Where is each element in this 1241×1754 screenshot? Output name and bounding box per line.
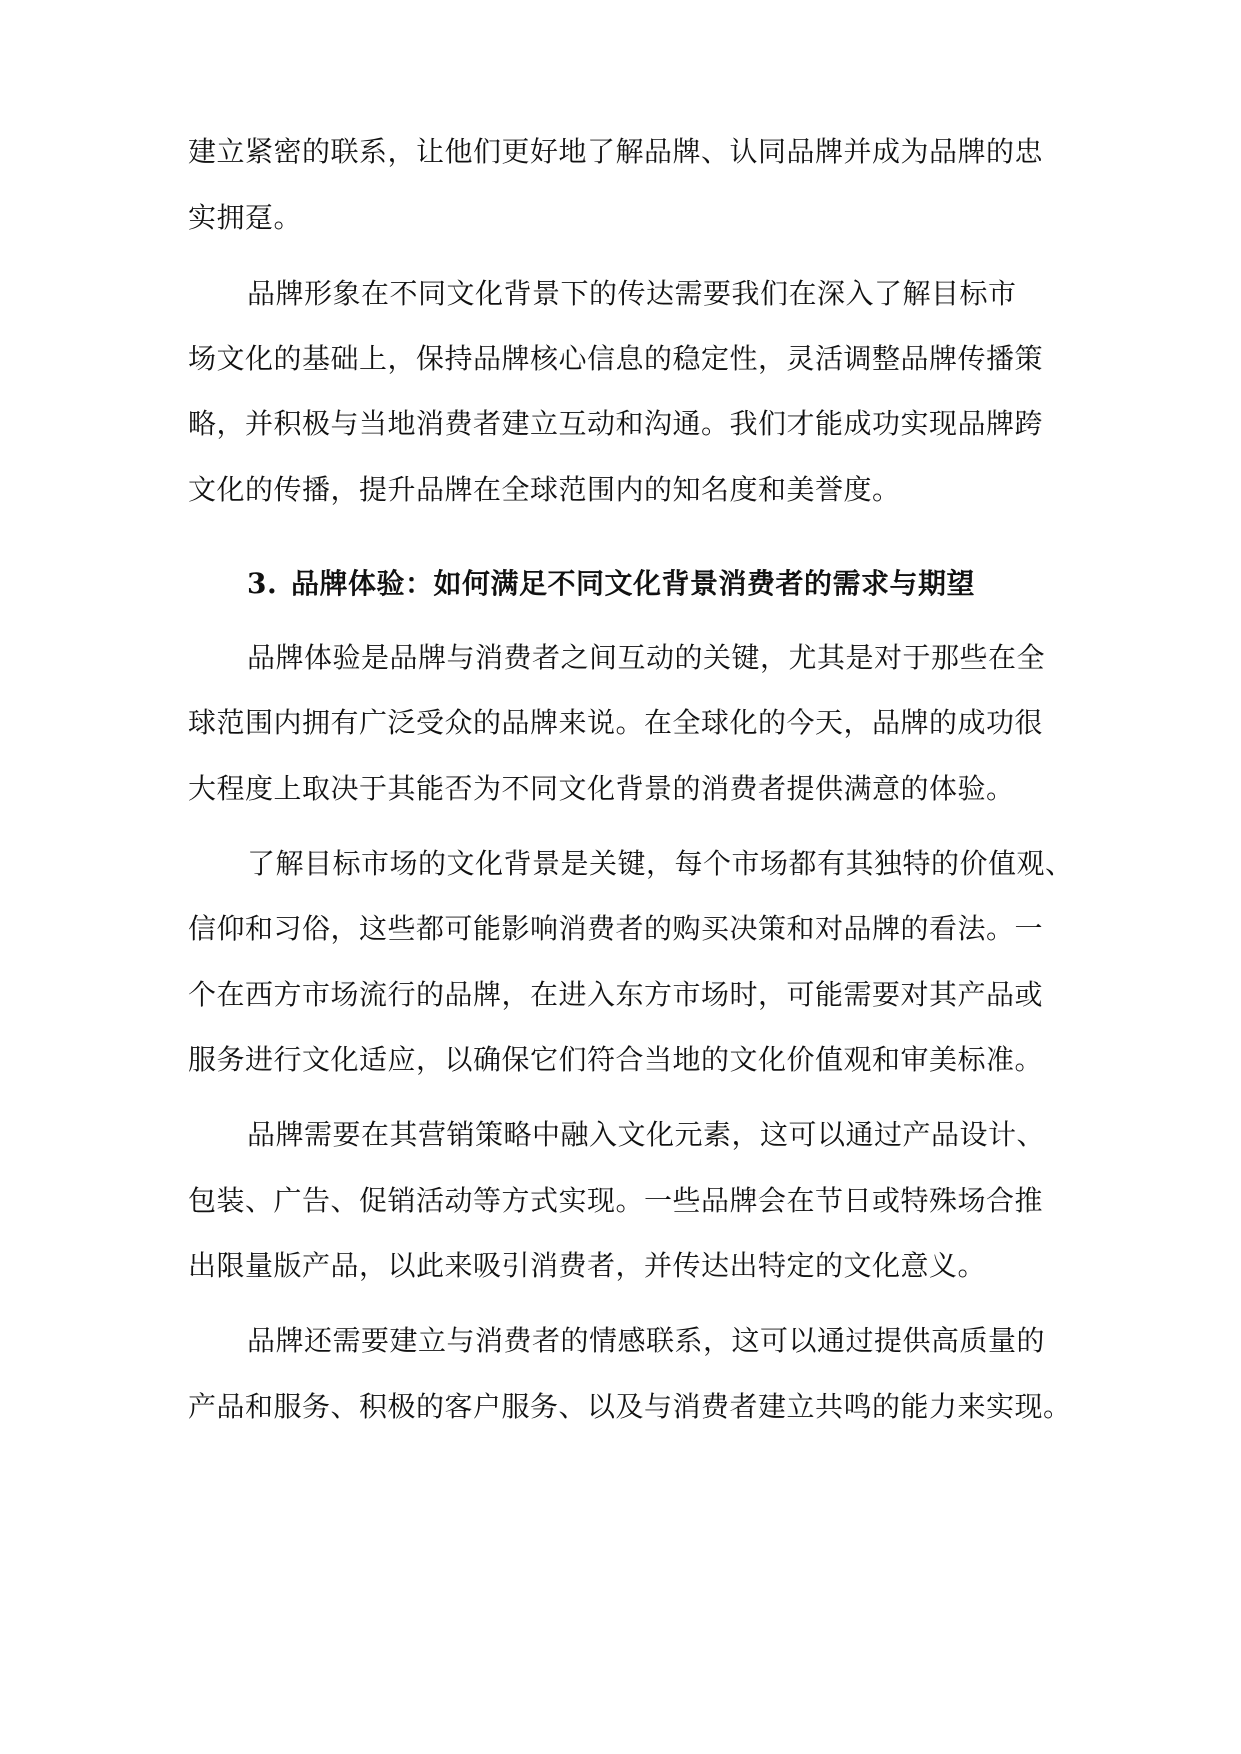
paragraph-2-line-4: 文化的传播，提升品牌在全球范围内的知名度和美誉度。	[188, 473, 901, 506]
paragraph-5-line-3: 出限量版产品，以此来吸引消费者，并传达出特定的文化意义。	[188, 1249, 987, 1282]
section-title: 品牌体验：如何满足不同文化背景消费者的需求与期望	[291, 567, 976, 600]
paragraph-3-line-3: 大程度上取决于其能否为不同文化背景的消费者提供满意的体验。	[188, 772, 1015, 805]
paragraph-5-line-2: 包装、广告、促销活动等方式实现。一些品牌会在节日或特殊场合推	[188, 1184, 1044, 1217]
paragraph-4-line-1: 了解目标市场的文化背景是关键，每个市场都有其独特的价值观、	[247, 847, 1074, 880]
paragraph-1-line-1: 建立紧密的联系，让他们更好地了解品牌、认同品牌并成为品牌的忠	[188, 135, 1044, 168]
section-number: 3.	[247, 567, 278, 600]
paragraph-6-line-2: 产品和服务、积极的客户服务、以及与消费者建立共鸣的能力来实现。	[188, 1390, 1072, 1423]
paragraph-2-line-2: 场文化的基础上，保持品牌核心信息的稳定性，灵活调整品牌传播策	[188, 342, 1044, 375]
paragraph-4-line-4: 服务进行文化适应，以确保它们符合当地的文化价值观和审美标准。	[188, 1043, 1044, 1076]
paragraph-3-line-1: 品牌体验是品牌与消费者之间互动的关键，尤其是对于那些在全	[247, 641, 1046, 674]
paragraph-2-line-3: 略，并积极与当地消费者建立互动和沟通。我们才能成功实现品牌跨	[188, 407, 1044, 440]
section-heading	[247, 566, 975, 602]
paragraph-4-line-3: 个在西方市场流行的品牌，在进入东方市场时，可能需要对其产品或	[188, 978, 1044, 1011]
paragraph-5-line-1: 品牌需要在其营销策略中融入文化元素，这可以通过产品设计、	[247, 1118, 1046, 1151]
paragraph-6-line-1: 品牌还需要建立与消费者的情感联系，这可以通过提供高质量的	[247, 1324, 1046, 1357]
paragraph-1-line-2: 实拥趸。	[188, 201, 303, 234]
paragraph-3-line-2: 球范围内拥有广泛受众的品牌来说。在全球化的今天，品牌的成功很	[188, 706, 1044, 739]
paragraph-2-line-1: 品牌形象在不同文化背景下的传达需要我们在深入了解目标市	[247, 277, 1017, 310]
paragraph-4-line-2: 信仰和习俗，这些都可能影响消费者的购买决策和对品牌的看法。一	[188, 912, 1044, 945]
